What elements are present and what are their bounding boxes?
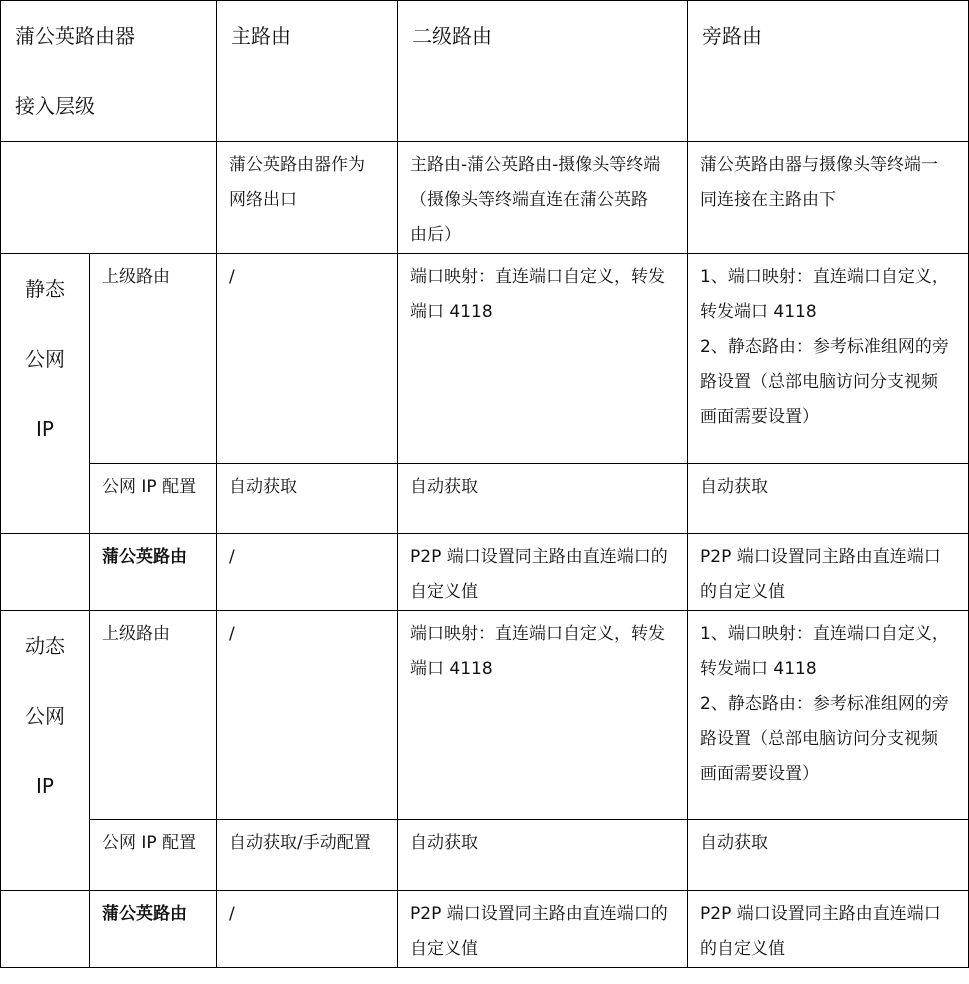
static-public-secondary: 自动获取 xyxy=(410,477,478,497)
static-public-bypass-cell xyxy=(688,464,969,534)
dynamic-router-secondary-line: 自定义值 xyxy=(410,939,478,959)
static-upper-bypass-line: 1、端口映射：直连端口自定义， xyxy=(700,267,949,287)
header-col1-line1: 蒲公英路由器 xyxy=(15,24,135,48)
dynamic-router-row xyxy=(1,891,969,968)
static-upper-row xyxy=(1,254,969,464)
dynamic-upper-bypass-line: 画面需要设置） xyxy=(700,764,819,784)
static-router-empty-cell xyxy=(1,534,90,611)
static-router-bypass-cell xyxy=(688,534,969,611)
dynamic-upper-name-cell xyxy=(90,611,217,820)
intro-secondary-line: （摄像头等终端直连在蒲公英路 xyxy=(410,190,648,210)
static-router-secondary-line: 自定义值 xyxy=(410,582,478,602)
dynamic-upper-main: / xyxy=(229,624,235,644)
intro-bypass-line: 同连接在主路由下 xyxy=(700,190,836,210)
dynamic-public-main: 自动获取/手动配置 xyxy=(229,833,371,853)
dynamic-upper-bypass-line: 1、端口映射：直连端口自定义， xyxy=(700,624,949,644)
intro-secondary-cell xyxy=(398,142,688,254)
dynamic-upper-name: 上级路由 xyxy=(102,624,170,644)
dynamic-router-empty-cell xyxy=(1,891,90,968)
dynamic-public-name-cell xyxy=(90,820,217,891)
static-router-secondary-line: P2P 端口设置同主路由直连端口的 xyxy=(410,547,668,567)
static-label-line: 公网 xyxy=(25,347,65,371)
static-upper-secondary-cell xyxy=(398,254,688,464)
dynamic-public-row xyxy=(1,820,969,891)
static-router-row xyxy=(1,534,969,611)
intro-row xyxy=(1,142,969,254)
static-upper-bypass-line: 路设置（总部电脑访问分支视频 xyxy=(700,372,938,392)
header-level-cell xyxy=(1,1,217,142)
dynamic-upper-secondary-line: 端口 4118 xyxy=(410,659,493,679)
static-public-bypass: 自动获取 xyxy=(700,477,768,497)
dynamic-upper-bypass-line: 路设置（总部电脑访问分支视频 xyxy=(700,729,938,749)
header-main: 主路由 xyxy=(231,24,291,48)
dynamic-group-label-cell xyxy=(1,611,90,891)
dynamic-label-line: IP xyxy=(36,774,54,798)
dynamic-upper-secondary-cell xyxy=(398,611,688,820)
dynamic-upper-row xyxy=(1,611,969,820)
static-upper-name: 上级路由 xyxy=(102,267,170,287)
header-bypass-cell xyxy=(688,1,969,142)
dynamic-router-name-cell xyxy=(90,891,217,968)
static-router-name-cell xyxy=(90,534,217,611)
static-upper-bypass-cell xyxy=(688,254,969,464)
static-upper-main: / xyxy=(229,267,235,287)
static-router-bypass-line: P2P 端口设置同主路由直连端口 xyxy=(700,547,941,567)
dynamic-upper-bypass-line: 2、静态路由：参考标准组网的旁 xyxy=(700,694,949,714)
static-public-name-cell xyxy=(90,464,217,534)
dynamic-router-secondary-line: P2P 端口设置同主路由直连端口的 xyxy=(410,904,668,924)
dynamic-public-bypass-cell xyxy=(688,820,969,891)
intro-empty-cell xyxy=(1,142,217,254)
static-upper-name-cell xyxy=(90,254,217,464)
header-secondary-cell xyxy=(398,1,688,142)
static-public-row xyxy=(1,464,969,534)
static-public-name: 公网 IP 配置 xyxy=(102,477,197,497)
intro-bypass-line: 蒲公英路由器与摄像头等终端一 xyxy=(700,155,938,175)
dynamic-router-main: / xyxy=(229,904,235,924)
static-router-main-cell xyxy=(217,534,398,611)
dynamic-public-bypass: 自动获取 xyxy=(700,833,768,853)
static-router-secondary-cell xyxy=(398,534,688,611)
dynamic-router-secondary-cell xyxy=(398,891,688,968)
dynamic-public-main-cell xyxy=(217,820,398,891)
header-main-cell xyxy=(217,1,398,142)
dynamic-router-bypass-line: 的自定义值 xyxy=(700,939,785,959)
static-public-main-cell xyxy=(217,464,398,534)
dynamic-router-name: 蒲公英路由 xyxy=(102,904,187,924)
static-upper-main-cell xyxy=(217,254,398,464)
static-group-label-cell xyxy=(1,254,90,534)
static-label-line: IP xyxy=(36,417,54,441)
static-upper-bypass-line: 画面需要设置） xyxy=(700,407,819,427)
dynamic-router-main-cell xyxy=(217,891,398,968)
header-row xyxy=(1,1,969,142)
dynamic-upper-main-cell xyxy=(217,611,398,820)
static-public-main: 自动获取 xyxy=(229,477,297,497)
dynamic-upper-bypass-cell xyxy=(688,611,969,820)
static-upper-secondary-line: 端口 4118 xyxy=(410,302,493,322)
static-router-name: 蒲公英路由 xyxy=(102,547,187,567)
dynamic-public-secondary: 自动获取 xyxy=(410,833,478,853)
intro-main-line: 网络出口 xyxy=(229,190,297,210)
dynamic-label-line: 公网 xyxy=(25,704,65,728)
intro-main-cell xyxy=(217,142,398,254)
intro-secondary-line: 主路由-蒲公英路由-摄像头等终端 xyxy=(410,155,661,175)
static-upper-secondary-line: 端口映射：直连端口自定义，转发 xyxy=(410,267,665,287)
static-router-bypass-line: 的自定义值 xyxy=(700,582,785,602)
dynamic-public-secondary-cell xyxy=(398,820,688,891)
header-col1-line2: 接入层级 xyxy=(15,94,95,118)
dynamic-router-bypass-line: P2P 端口设置同主路由直连端口 xyxy=(700,904,941,924)
header-secondary: 二级路由 xyxy=(412,24,492,48)
dynamic-upper-bypass-line: 转发端口 4118 xyxy=(700,659,817,679)
static-router-main: / xyxy=(229,547,235,567)
dynamic-upper-secondary-line: 端口映射：直连端口自定义，转发 xyxy=(410,624,665,644)
static-label-line: 静态 xyxy=(25,277,65,301)
static-public-secondary-cell xyxy=(398,464,688,534)
intro-secondary-line: 由后） xyxy=(410,225,461,245)
static-upper-bypass-line: 转发端口 4118 xyxy=(700,302,817,322)
dynamic-label-line: 动态 xyxy=(25,634,65,658)
static-upper-bypass-line: 2、静态路由：参考标准组网的旁 xyxy=(700,337,949,357)
intro-main-line: 蒲公英路由器作为 xyxy=(229,155,365,175)
dynamic-router-bypass-cell xyxy=(688,891,969,968)
intro-bypass-cell xyxy=(688,142,969,254)
dynamic-public-name: 公网 IP 配置 xyxy=(102,833,197,853)
header-bypass: 旁路由 xyxy=(702,24,762,48)
